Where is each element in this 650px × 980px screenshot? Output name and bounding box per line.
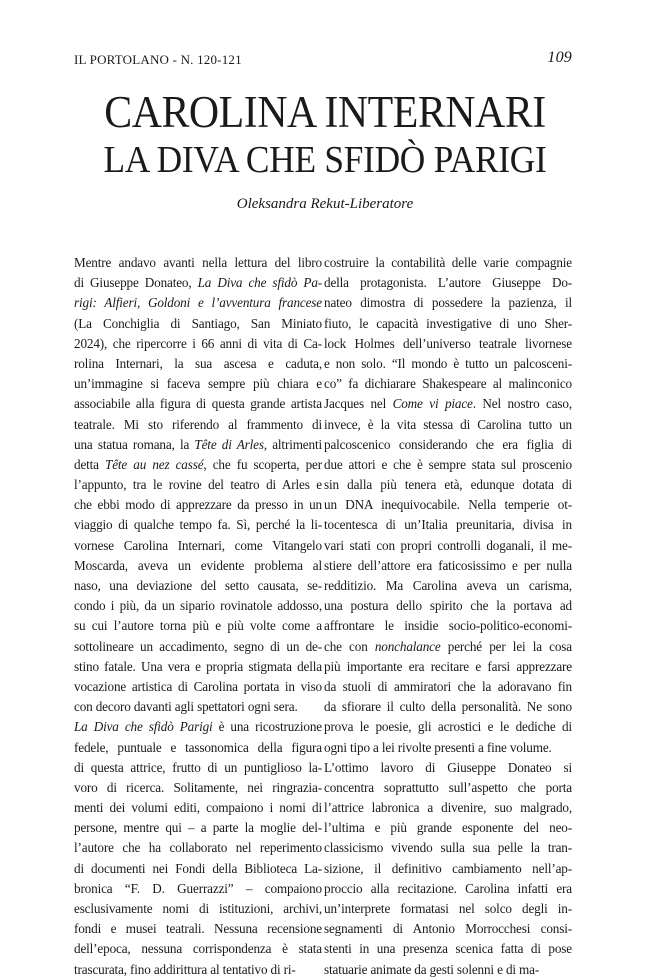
body-text-line: dell’epoca, nessuna corrispondenza è stata [74, 941, 322, 957]
body-text-line: fondi e musei teatrali. Nessuna recensione [74, 921, 322, 937]
body-text-line: nateo dimostra di possedere la pazienza, il [324, 295, 572, 311]
body-text-line: 2024), che ripercorre i 66 anni di vita di Ca- [74, 335, 322, 351]
body-text-line: proccio alla recitazione. Carolina infatti era [324, 880, 572, 896]
body-text-line: di questa attrice, frutto di un puntiglioso la- [74, 759, 322, 775]
body-text-line: classicismo vivendo sulla sua pelle la tran- [324, 840, 572, 856]
body-text-line: di documenti nei Fondi della Biblioteca La- [74, 860, 322, 876]
body-text-line: prova le poesie, gli acrostici e le dediche di [324, 719, 572, 735]
body-text-line: più importante era recitare e farsi apprezzare [324, 658, 572, 674]
body-text-line: rolina Internari, la sua ascesa e caduta, [74, 355, 322, 371]
body-text-line: che con nonchalance perché per lei la cosa [324, 638, 572, 654]
body-text-line: statuarie animate da gesti solenni e di ma- [324, 961, 540, 977]
body-text-line: rigi: Alfieri, Goldoni e l’avventura francese [74, 295, 322, 311]
body-text-line: sottolineare un accadimento, segno di un de- [74, 638, 322, 654]
body-text-line: co” fa dichiarare Shakespeare al malinconico [324, 376, 572, 392]
body-text-line: l’ultima e più grande esponente del neo- [324, 820, 572, 836]
body-text-line: palcoscenico considerando che era figlia di [324, 436, 572, 452]
body-text-line: che ebbi modo di apprezzare da presso in un [74, 497, 322, 513]
body-text-line: stiere dell’attore era faticosissimo e per nulla [324, 557, 572, 573]
body-text-line: esclusivamente nomi di istituzioni, archivi, [74, 901, 322, 916]
body-text-line: associabile alla figura di questa grande artista [74, 396, 322, 412]
body-column-left [74, 253, 322, 980]
body-text-line: invece, è la vita stessa di Carolina tutto un [324, 416, 572, 432]
body-text-line: ogni tipo a lei rivolte presenti a fine volume. [324, 739, 552, 755]
body-text-line: naso, una deviazione del setto causata, se- [74, 578, 322, 593]
article-subtitle: LA DIVA CHE SFIDÒ PARIGI [103, 139, 547, 181]
body-text-line: voro di ricerca. Solitamente, nei ringrazia- [74, 779, 322, 795]
body-text-line: l’autore che ha collaborato nel reperimento [74, 840, 322, 856]
article-author: Oleksandra Rekut-Liberatore [236, 196, 414, 212]
body-text-line: un’interprete formatasi nel solco degli in- [324, 901, 572, 916]
body-text-line: sin dalla più tenera età, edunque dotata di [324, 477, 572, 493]
page-number: 109 [547, 49, 572, 66]
body-text-line: detta Tête au nez cassé, che fu scoperta, per [74, 456, 322, 472]
body-text-line: una postura dello spirito che la portava ad [324, 598, 572, 614]
body-text-line: l’attrice labronica a divenire, suo malgrado, [324, 800, 572, 816]
body-text-line: menti dei volumi editi, compaiono i nomi di [74, 800, 322, 816]
body-text-line: due attori e che è sempre stata sul proscenio [324, 456, 572, 472]
body-text-line: costruire la contabilità delle varie compagnie [324, 255, 572, 270]
body-text-line: sizione, il definitivo cambiamento nell’ap- [324, 860, 572, 876]
body-text-line: lock Holmes dell’universo teatrale livornese [324, 335, 572, 351]
body-text-line: fedele, puntuale e tassonomica della figura [74, 739, 322, 755]
body-text-line: stino fatale. Una vera e propria stigmata della [74, 658, 322, 674]
body-text-line: segnamenti di Antonio Morrocchesi consi- [324, 921, 572, 937]
body-text-line: Jacques nel Come vi piace. Nel nostro caso, [324, 396, 572, 412]
body-text-line: teatrale. Mi sto riferendo al frammento di [74, 416, 322, 432]
body-text-line: concentra soprattutto sull’aspetto che porta [324, 779, 572, 795]
body-text-line: condo i più, da un sipario rovinatole addosso, [74, 598, 322, 614]
body-text-line: una statua romana, la Tête di Arles, altrimenti [74, 436, 322, 452]
body-text-line: vornese Carolina Internari, come Vitangelo [74, 537, 322, 553]
body-text-line: da stuoli di ammiratori che la adoravano fin [324, 678, 572, 694]
body-text-line: un’immagine si faceva sempre più chiara e [74, 376, 322, 392]
body-text-line: viaggio di qualche tempo fa. Sì, perché la li- [74, 517, 322, 533]
body-text-line: un DNA inequivocabile. Nella temperie ot- [324, 497, 572, 513]
body-text-line: della protagonista. L’autore Giuseppe Do- [324, 275, 572, 291]
body-text-line: redditizio. Ma Carolina aveva un carisma, [324, 578, 572, 593]
journal-name: IL PORTOLANO - N. 120-121 [74, 52, 242, 67]
body-text-line: l’appunto, tra le rovine del teatro di Arles e [74, 477, 322, 493]
body-text-line: (La Conchiglia di Santiago, San Miniato [74, 315, 322, 331]
body-text-line: Mentre andavo avanti nella lettura del libro [74, 255, 322, 270]
body-text-line: da sfiorare il culto della personalità. Ne sono [324, 699, 572, 715]
body-text-line: L’ottimo lavoro di Giuseppe Donateo si [324, 759, 572, 775]
body-text-line: fiuto, le capacità investigative di uno Sher- [324, 315, 572, 331]
body-text-line: stenti in una presenza scenica fatta di pose [324, 941, 572, 957]
body-text-line: persone, mentre qui – a parte la moglie del- [74, 820, 322, 836]
body-text-line: tocentesca di un’Italia preunitaria, divisa in [324, 517, 572, 533]
body-text-line: vari stati con propri controlli doganali, il me- [324, 537, 572, 553]
body-text-line: su cui l’autore torna più e più volte come a [74, 618, 322, 634]
body-text-line: di Giuseppe Donateo, La Diva che sfidò Pa- [74, 275, 322, 291]
body-text-line: Moscarda, aveva un evidente problema al [74, 557, 322, 573]
article-title: CAROLINA INTERNARI [104, 87, 546, 137]
body-column-right [324, 253, 572, 980]
body-text-line: e non solo. “Il mondo è tutto un palcosceni- [324, 355, 572, 371]
body-text-line: vocazione artistica di Carolina portata in viso [74, 678, 322, 694]
body-text-line: La Diva che sfidò Parigi è una ricostruzione [74, 719, 322, 735]
body-text-line: affrontare le insidie socio-politico-economi- [324, 618, 572, 634]
body-text-line: trascurata, fino addirittura al tentativo di ri- [74, 961, 296, 977]
body-text-line: bronica “F. D. Guerrazzi” – compaiono [74, 880, 322, 896]
body-text-line: con decoro davanti agli spettatori ogni sera. [74, 699, 298, 715]
